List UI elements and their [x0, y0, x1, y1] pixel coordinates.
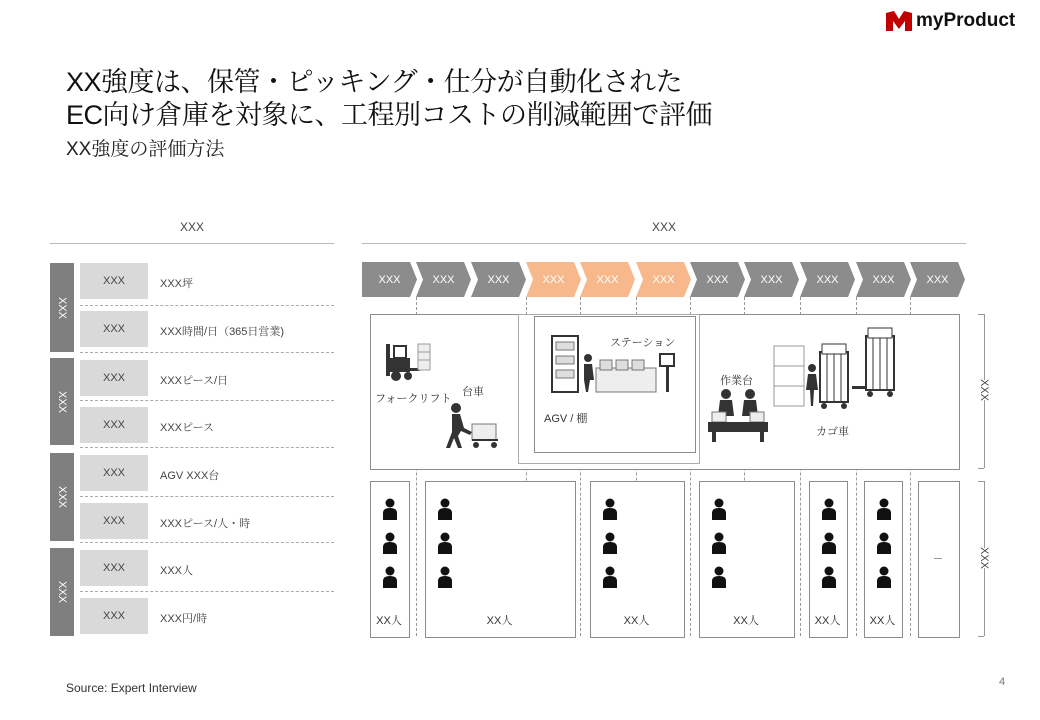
person-icon [382, 566, 398, 588]
process-step-label: XXX [816, 273, 839, 286]
left-header-rule [50, 243, 334, 244]
right-header-rule [362, 243, 966, 244]
process-step-highlighted [526, 262, 581, 297]
hand-cart-icon [444, 402, 502, 450]
row-divider [80, 400, 334, 401]
row-value: XXXピース [160, 422, 215, 434]
group-label-3: XXX [50, 453, 74, 541]
process-step [800, 262, 855, 297]
process-step-label: XXX [652, 273, 675, 286]
page-title-line1: XX強度は、保管・ピッキング・仕分が自動化された [66, 67, 683, 97]
process-step-label: XXX [487, 273, 510, 286]
person-icon [876, 566, 892, 588]
person-icon [821, 532, 837, 554]
staff-side-label: XXX [974, 548, 994, 568]
process-step-highlighted [580, 262, 635, 297]
row-value: XXX時間/日（365日営業) [160, 326, 285, 338]
process-step-label: XXX [926, 273, 949, 286]
row-key: XXX [80, 360, 148, 396]
person-icon [382, 532, 398, 554]
cage-cart-icon [772, 326, 900, 410]
row-value: AGV XXX台 [160, 470, 220, 482]
row-value: XXX人 [160, 565, 194, 577]
person-icon [437, 532, 453, 554]
person-icon [821, 498, 837, 520]
workbench-icon [706, 388, 770, 444]
row-key: XXX [80, 311, 148, 347]
brand-name: myProduct [916, 10, 1016, 31]
process-step-label: XXX [760, 273, 783, 286]
no-staff-dash: － [932, 553, 944, 565]
cage-cart-label: カゴ車 [816, 426, 849, 438]
workbench-label: 作業台 [720, 375, 753, 387]
row-divider [80, 591, 334, 592]
row-value: XXXピース/日 [160, 375, 229, 387]
left-header: XXX [179, 220, 204, 234]
person-icon [437, 498, 453, 520]
source-note: Source: Expert Interview [66, 681, 197, 695]
row-value: XXXピース/人・時 [160, 518, 251, 530]
process-step-label: XXX [872, 273, 895, 286]
row-divider [80, 352, 334, 353]
row-key: XXX [80, 503, 148, 539]
cart-label: 台車 [462, 386, 484, 398]
person-icon [437, 566, 453, 588]
row-divider [80, 496, 334, 497]
group-label-1: XXX [50, 263, 74, 352]
staff-count-label: XX人 [623, 615, 650, 627]
agv-shelf-label: AGV / 棚 [544, 413, 588, 425]
person-icon [602, 498, 618, 520]
row-divider [80, 305, 334, 306]
person-icon [711, 566, 727, 588]
process-step [416, 262, 471, 297]
row-key: XXX [80, 407, 148, 443]
row-key: XXX [80, 598, 148, 634]
process-step [856, 262, 911, 297]
bracket-bottom [978, 468, 984, 469]
right-header: XXX [651, 220, 676, 234]
logo-mark-icon [886, 11, 912, 31]
process-step-label: XXX [378, 273, 401, 286]
process-step [690, 262, 745, 297]
staff-count-label: XX人 [486, 615, 513, 627]
process-step-label: XXX [542, 273, 565, 286]
row-key: XXX [80, 263, 148, 299]
row-value: XXX円/時 [160, 613, 208, 625]
person-icon [602, 566, 618, 588]
group-label-2: XXX [50, 358, 74, 445]
agv-station-icon [550, 332, 678, 398]
equipment-side-label: XXX [974, 380, 994, 400]
process-step-label: XXX [432, 273, 455, 286]
process-step-label: XXX [706, 273, 729, 286]
staff-count-label: XX人 [376, 615, 402, 627]
person-icon [876, 532, 892, 554]
process-step [471, 262, 526, 297]
page-number: 4 [999, 676, 1006, 688]
process-step-label: XXX [596, 273, 619, 286]
station-label: ステーション [610, 337, 676, 349]
group-label-4: XXX [50, 548, 74, 636]
process-step [744, 262, 799, 297]
person-icon [821, 566, 837, 588]
person-icon [382, 498, 398, 520]
forklift-icon [384, 338, 434, 382]
process-step-highlighted [636, 262, 691, 297]
page-subtitle: XX強度の評価方法 [66, 139, 225, 160]
forklift-label: フォークリフト [375, 393, 452, 405]
row-value: XXX坪 [160, 278, 194, 290]
staff-count-label: XX人 [814, 615, 841, 627]
row-key: XXX [80, 550, 148, 586]
row-divider [80, 447, 334, 448]
bracket-bottom [978, 636, 984, 637]
page-title-line2: EC向け倉庫を対象に、工程別コストの削減範囲で評価 [66, 100, 713, 130]
person-icon [876, 498, 892, 520]
staff-count-label: XX人 [869, 615, 896, 627]
row-divider [80, 542, 334, 543]
process-step [910, 262, 965, 297]
person-icon [711, 498, 727, 520]
person-icon [711, 532, 727, 554]
person-icon [602, 532, 618, 554]
row-key: XXX [80, 455, 148, 491]
process-step [362, 262, 417, 297]
brand-logo [886, 9, 1015, 33]
staff-count-label: XX人 [733, 615, 759, 627]
